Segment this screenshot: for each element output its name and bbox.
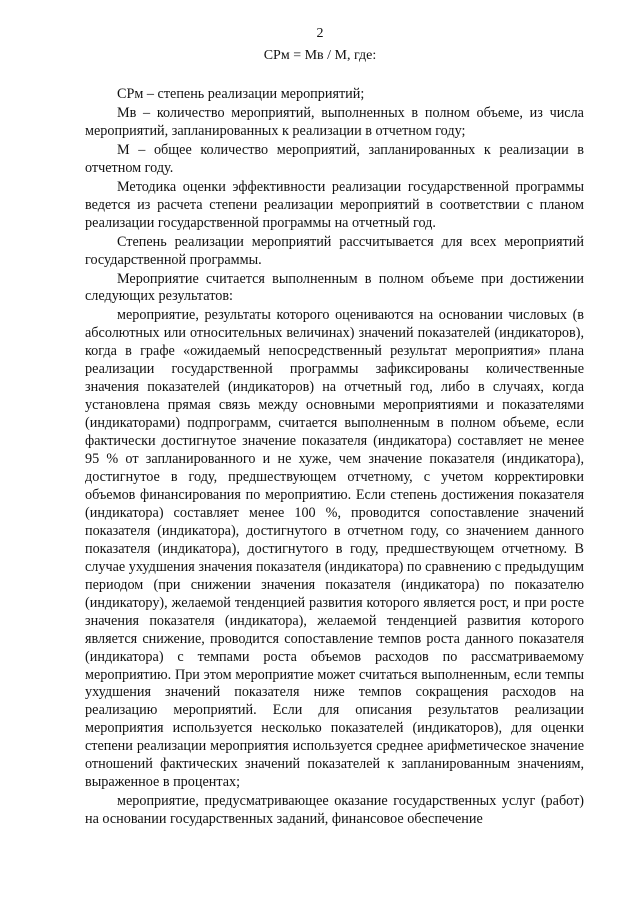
paragraph-completion-criteria: Мероприятие считается выполненным в полном объеме при достижении следующих результатов: — [85, 270, 584, 305]
formula: СРм = Мв / М, где: — [263, 48, 377, 63]
paragraph-calculation-scope: Степень реализации мероприятий рассчитывается для всех мероприятий государственной программы. — [85, 233, 584, 268]
paragraph-numeric-indicators: мероприятие, результаты которого оцениваются на основании числовых (в абсолютных или относительных величинах) значений показателей (индикаторов), когда в графе «ожидаемый непосредственный результат мероприятия» плана реализации государственной программы зафиксированы количественные значения показателей (индикаторов) на отчетный год, либо в случаях, когда установлена прямая связь между основными мероприятиями и показателями (индикаторами) подпрограмм, считается выполненным в полном объеме, если фактически достигнутое значение показателя (индикатора) составляет не менее 95 % от запланированного и не хуже, чем значение показателя (индикатора), достигнутое в году, предшествующем отчетному, с учетом корректировки объемов финансирования по мероприятию. Если степень достижения показателя (индикатора) составляет менее 100 %, проводится сопоставление значений показателя (индикатора), достигнутого в отчетном году, со значением данного показателя (индикатора), достигнутого в году, предшествующем отчетному. В случае ухудшения значения показателя (индикатора) по сравнению с предыдущим периодом (при снижении значения показателя (индикатора) по показателю (индикатору), желаемой тенденцией развития которого является рост, и при росте значения показателя (индикатора), желаемой тенденцией развития которого является снижение, проводится сопоставление темпов роста данного показателя (индикатора) с темпами роста объемов расходов по рассматриваемому мероприятию. При этом мероприятие может считаться выполненным, если темпы ухудшения значений показателя ниже темпов сокращения расходов на реализацию мероприятий. Если для описания результатов реализации мероприятия используется несколько показателей (индикаторов), для оценки степени реализации мероприятия используется среднее арифметическое значение отношений фактических значений показателей к запланированным значениям, выраженное в процентах; — [85, 307, 584, 791]
paragraph-m-definition: М – общее количество мероприятий, запланированных к реализации в отчетном году. — [85, 141, 584, 176]
document-body — [85, 86, 584, 829]
paragraph-state-services: мероприятие, предусматривающее оказание государственных услуг (работ) на основании государственных заданий, финансовое обеспечение — [85, 793, 584, 828]
page-number: 2 — [316, 26, 324, 41]
paragraph-mv-definition: Мв – количество мероприятий, выполненных в полном объеме, из числа мероприятий, запланированных к реализации в отчетном году; — [85, 104, 584, 139]
paragraph-srm-definition: СРм – степень реализации мероприятий; — [117, 86, 365, 102]
paragraph-methodology: Методика оценки эффективности реализации государственной программы ведется из расчета степени реализации мероприятий в соответствии с планом реализации государственной программы на отчетный год. — [85, 178, 584, 231]
